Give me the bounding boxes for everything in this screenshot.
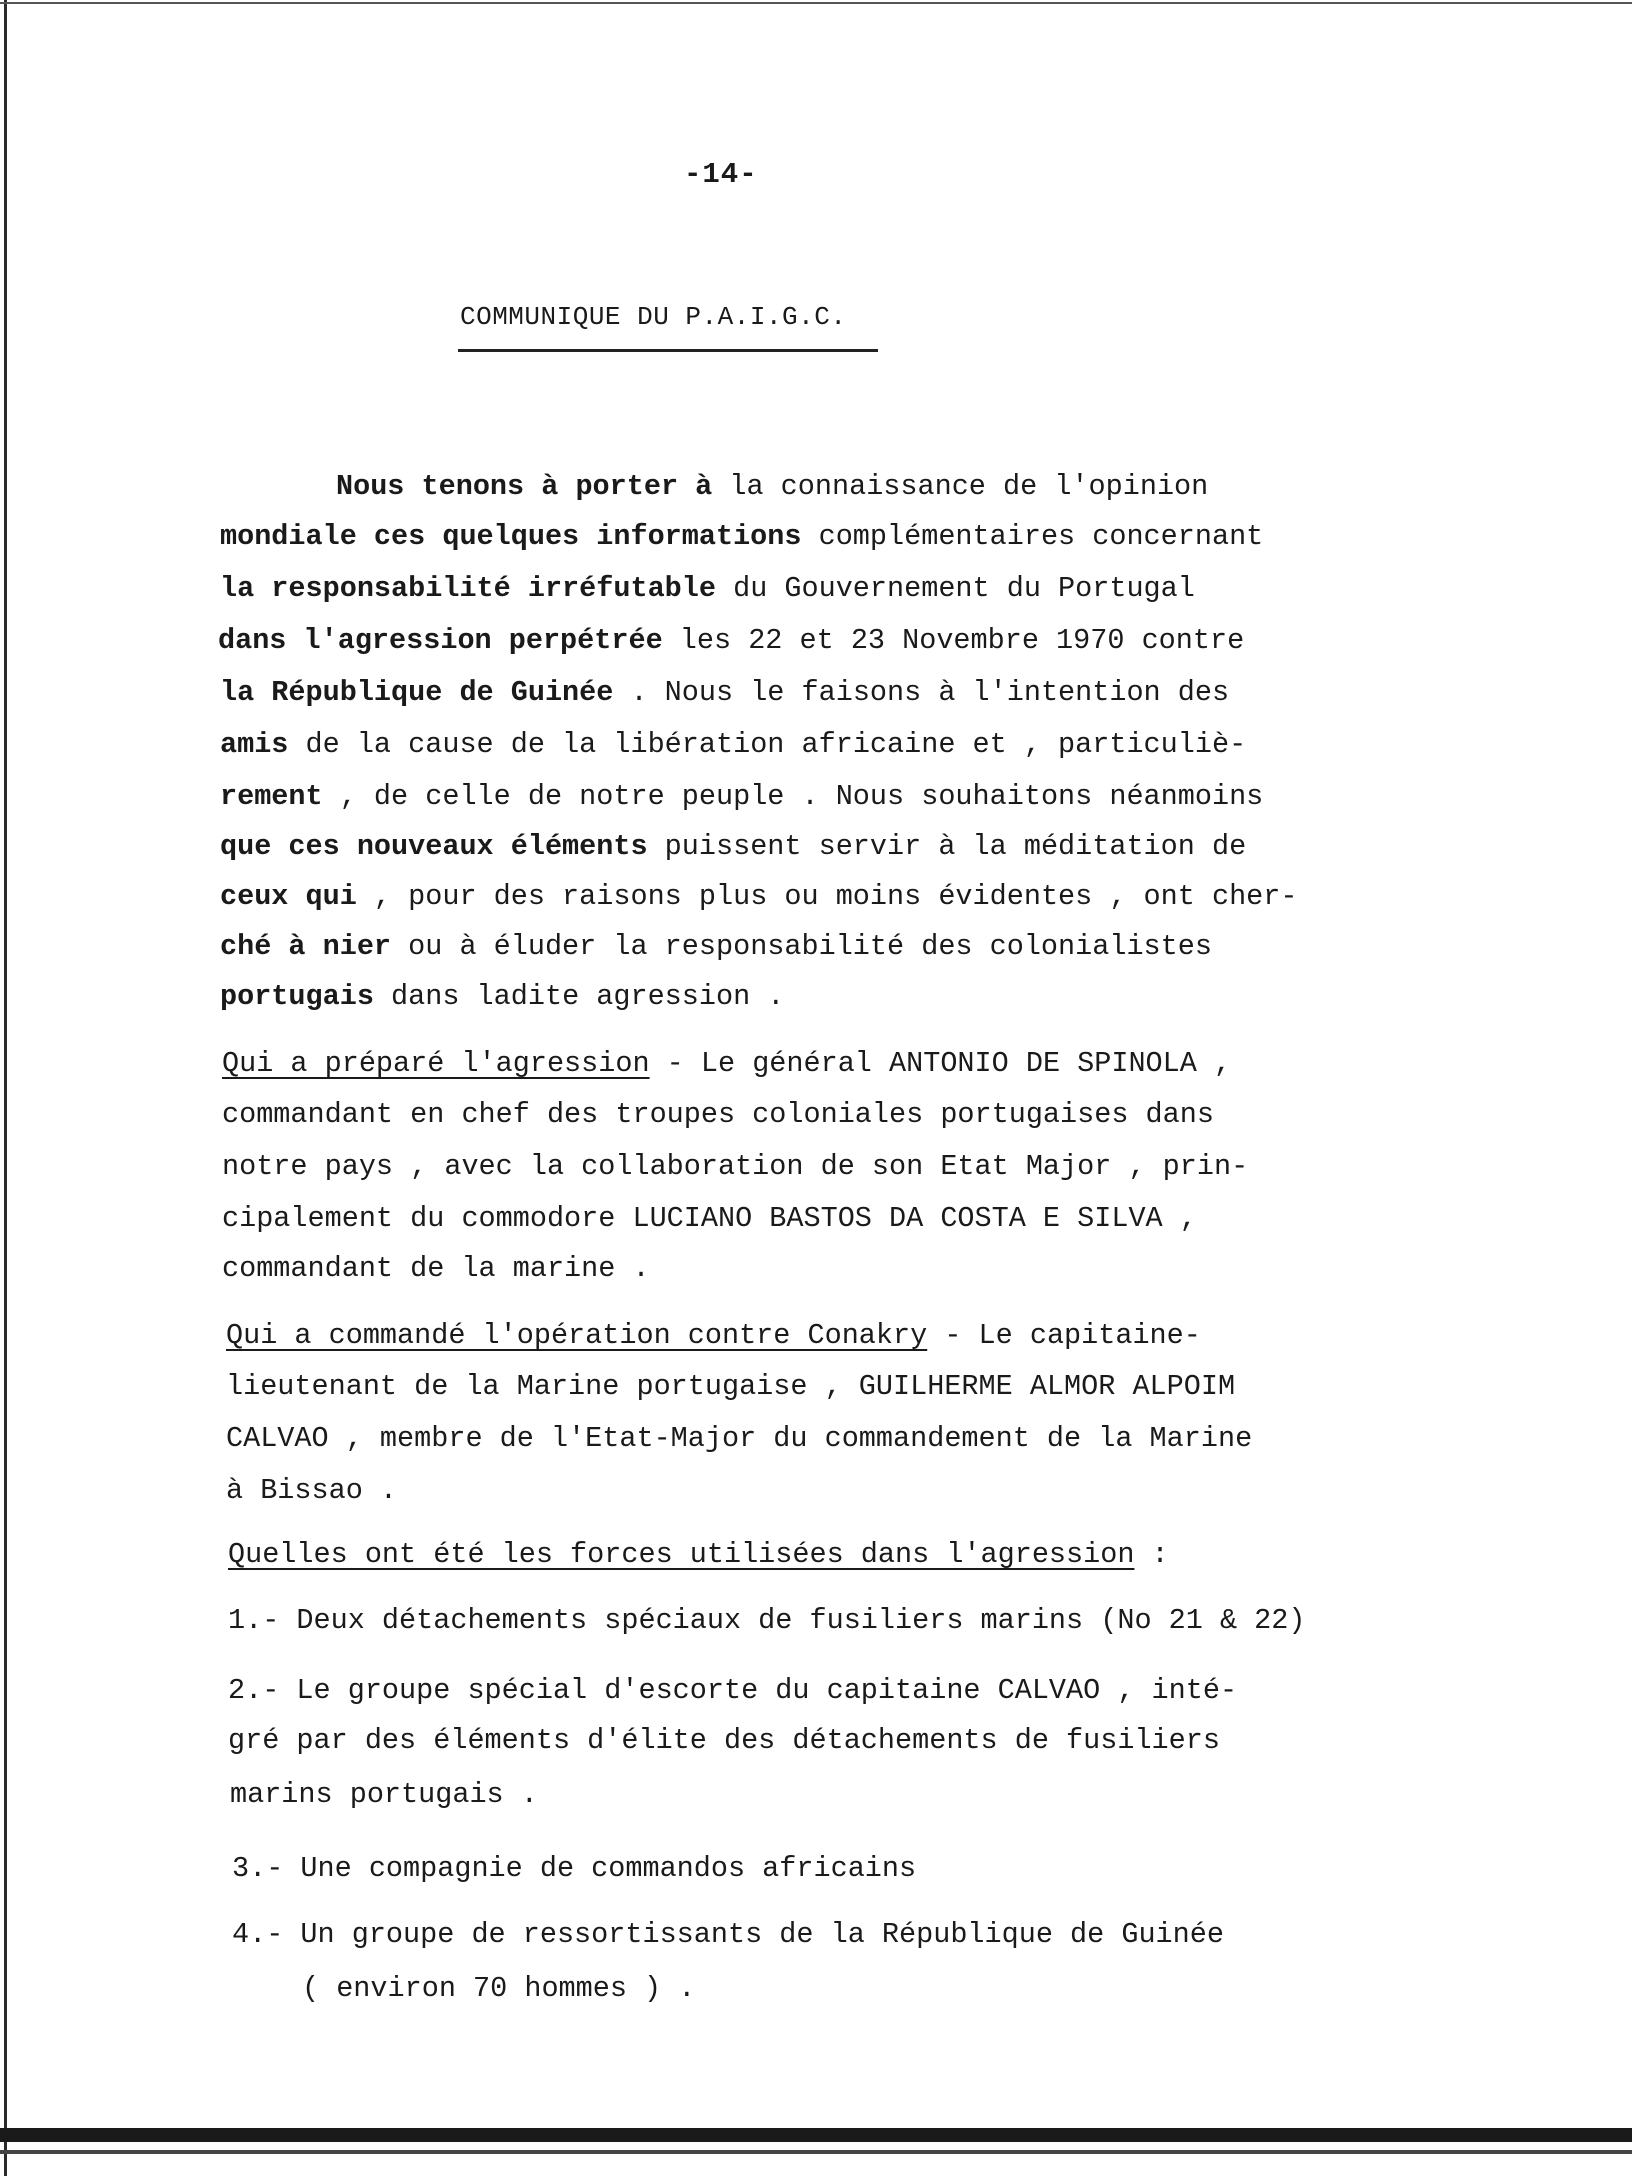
force-item-1: 1.- Deux détachements spéciaux de fusiliers marins (No 21 & 22) [228,1604,1306,1637]
intro-line-1: Nous tenons à porter à la connaissance de l'opinion [336,470,1209,503]
scan-border-bottom [0,2128,1632,2142]
force-item-2-line-2: gré par des éléments d'élite des détachements de fusiliers [228,1724,1220,1757]
force-item-3: 3.- Une compagnie de commandos africains [232,1852,917,1885]
section2-line-3: CALVAO , membre de l'Etat-Major du commandement de la Marine [226,1422,1253,1455]
intro-line-3: la responsabilité irréfutable du Gouvernement du Portugal [220,572,1195,605]
scan-border-top [0,2,1632,4]
intro-line-7: rement , de celle de notre peuple . Nous souhaitons néanmoins [220,780,1264,813]
section2-line-4: à Bissao . [226,1474,398,1507]
intro-line-5: la République de Guinée . Nous le faisons à l'intention des [220,676,1230,709]
intro-line-10: ché à nier ou à éluder la responsabilité des colonialistes [220,930,1212,963]
section1-line-2: commandant en chef des troupes coloniales portugaises dans [222,1098,1214,1131]
intro-line-8: que ces nouveaux éléments puissent servir à la méditation de [220,830,1247,863]
force-item-2-line-3: marins portugais . [230,1778,538,1811]
force-item-4-line-1: 4.- Un groupe de ressortissants de la République de Guinée [232,1918,1224,1951]
force-item-4-line-2: ( environ 70 hommes ) . [302,1972,696,2005]
intro-line-6: amis de la cause de la libération africaine et , particuliè- [220,728,1247,761]
intro-line-9: ceux qui , pour des raisons plus ou moins évidentes , ont cher- [220,880,1298,913]
scan-border-left [4,0,7,2176]
scan-border-bottom-thin [0,2150,1632,2154]
intro-line-4: dans l'agression perpétrée les 22 et 23 Novembre 1970 contre [218,624,1245,657]
section1-line-5: commandant de la marine . [222,1252,650,1285]
section1-line-3: notre pays , avec la collaboration de son Etat Major , prin- [222,1150,1249,1183]
section1-heading: Qui a préparé l'agression [222,1047,650,1080]
section3-line-1: Quelles ont été les forces utilisées dans l'agression : [228,1538,1169,1571]
title-underline [458,349,878,352]
intro-line-11: portugais dans ladite agression . [220,980,785,1013]
section1-line-1: Qui a préparé l'agression - Le général ANTONIO DE SPINOLA , [222,1047,1232,1080]
page-number: -14- [684,158,758,191]
section2-line-2: lieutenant de la Marine portugaise , GUILHERME ALMOR ALPOIM [226,1370,1236,1403]
section2-line-1: Qui a commandé l'opération contre Conakry - Le capitaine- [226,1319,1201,1352]
section1-line-4: cipalement du commodore LUCIANO BASTOS DA COSTA E SILVA , [222,1202,1197,1235]
force-item-2-line-1: 2.- Le groupe spécial d'escorte du capitaine CALVAO , inté- [228,1674,1238,1707]
section3-heading: Quelles ont été les forces utilisées dans l'agression [228,1538,1135,1571]
section2-heading: Qui a commandé l'opération contre Conakry [226,1319,928,1352]
intro-line-2: mondiale ces quelques informations complémentaires concernant [220,520,1264,553]
document-title: COMMUNIQUE DU P.A.I.G.C. [460,302,847,332]
